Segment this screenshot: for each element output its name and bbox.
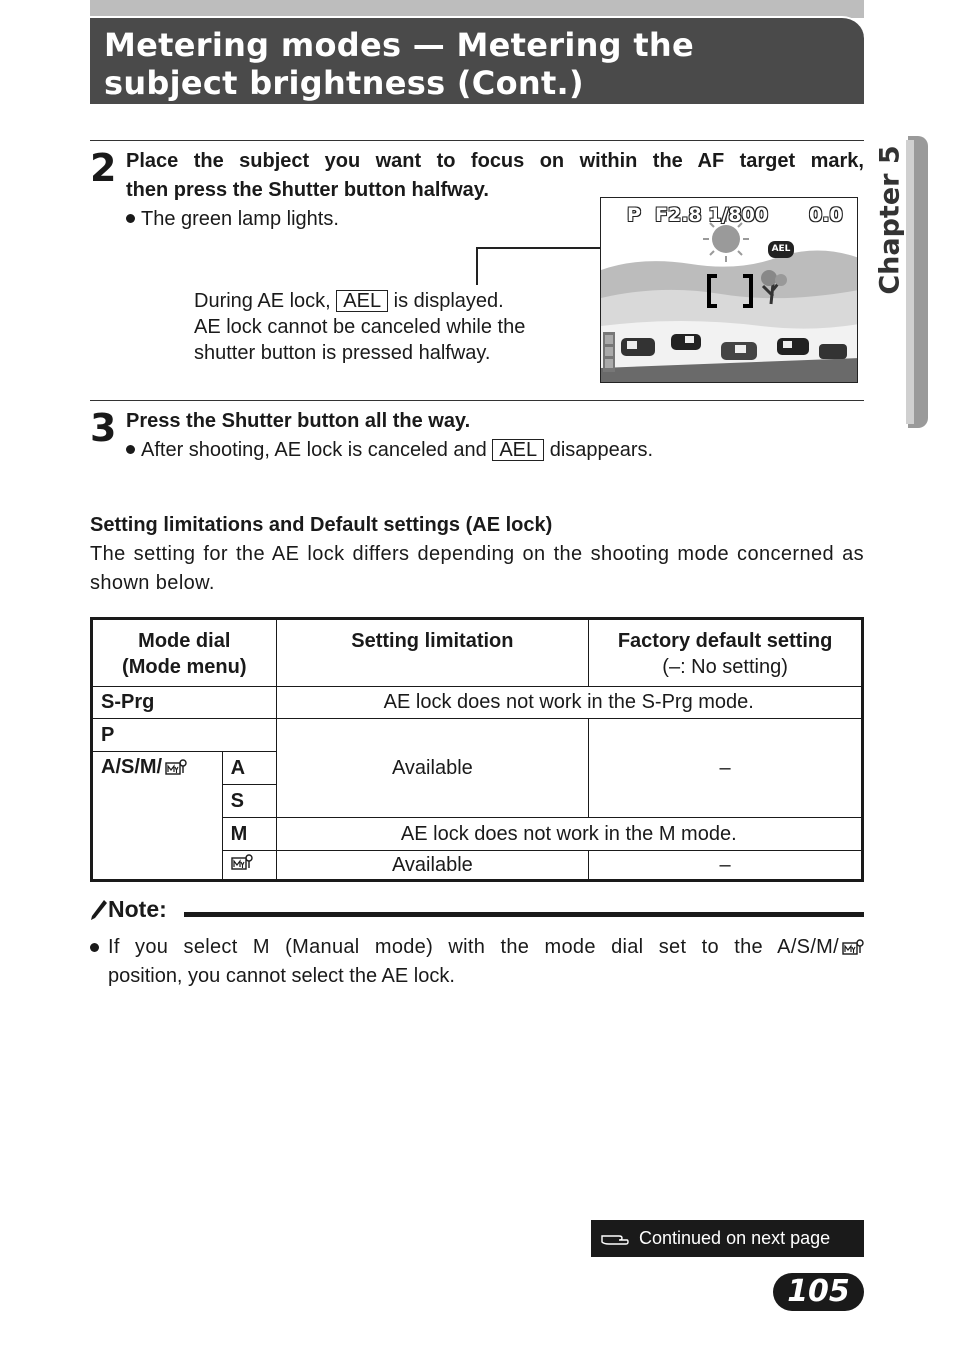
step-2-instruction-line1: Place the subject you want to focus on within the AF target mark,	[126, 150, 864, 172]
cell-sub-my	[222, 851, 276, 881]
lcd-exposure-comp: 0.0	[809, 204, 843, 226]
pencil-icon	[90, 899, 108, 921]
cell-sprg-limitation: AE lock does not work in the S-Prg mode.	[276, 687, 862, 719]
header-default-title: Factory default setting	[617, 630, 833, 652]
table-row	[92, 687, 863, 719]
header-default-sub: (–: No setting)	[662, 656, 788, 678]
note-label-text: Note:	[108, 896, 167, 922]
header-mode-dial	[92, 619, 277, 687]
cell-sub-m: M	[222, 818, 276, 851]
header-setting-limitation: Setting limitation	[276, 619, 589, 687]
ae-lock-limitations-table	[90, 617, 864, 882]
continued-text: Continued on next page	[639, 1228, 831, 1248]
table-header-row	[92, 619, 863, 687]
divider-top	[90, 140, 864, 141]
page-title	[104, 26, 694, 102]
ae-lock-callout	[194, 288, 594, 366]
page-title-line2: subject brightness (Cont.)	[104, 64, 584, 102]
my-mode-icon	[231, 853, 253, 871]
title-banner	[90, 16, 864, 104]
note-rule	[184, 912, 864, 917]
cell-sub-s: S	[222, 785, 276, 818]
continued-next-page-banner	[591, 1220, 864, 1257]
cell-available: Available	[276, 719, 589, 818]
header-factory-default	[589, 619, 863, 687]
pointing-hand-icon	[601, 1231, 629, 1247]
lcd-ael-badge: AEL	[771, 244, 791, 254]
note-body	[90, 933, 864, 991]
step-3-bullet	[126, 436, 653, 465]
bullet-dot	[126, 214, 135, 223]
cell-default-dash: –	[589, 719, 863, 818]
divider-middle	[90, 400, 864, 401]
chapter-label-text: Chapter 5	[874, 145, 906, 295]
ael-indicator-box: AEL	[336, 290, 388, 312]
cell-m-limitation: AE lock does not work in the M mode.	[276, 818, 862, 851]
callout-line1-pre: During AE lock,	[194, 290, 331, 312]
note-line1-text: If you select M (Manual mode) with the mode dial set to the A/S/M/	[108, 936, 839, 958]
callout-line1-post: is displayed.	[393, 290, 504, 312]
lcd-mode: P	[627, 204, 641, 226]
note-line2: position, you cannot select the AE lock.	[108, 965, 455, 987]
step-2-instruction-line2: then press the Shutter button halfway.	[126, 179, 489, 201]
step-3-instruction: Press the Shutter button all the way.	[126, 410, 471, 432]
lcd-monitor-illustration	[600, 197, 858, 383]
cell-mode-asm	[92, 752, 223, 881]
ael-indicator-box: AEL	[492, 439, 544, 461]
mode-asm-label: A/S/M/	[101, 756, 163, 778]
step-3-bullet-post: disappears.	[549, 439, 654, 461]
cell-sub-a: A	[222, 752, 276, 785]
bullet-dot	[90, 943, 99, 952]
header-mode-line2: (Mode menu)	[122, 656, 247, 678]
step-2-number: 2	[90, 146, 117, 190]
step-2-bullet-text: The green lamp lights.	[141, 208, 339, 230]
step-2-bullet	[126, 205, 339, 234]
step-3-bullet-pre: After shooting, AE lock is canceled and	[141, 439, 487, 461]
header-mode-line1: Mode dial	[138, 630, 231, 652]
bullet-dot	[126, 445, 135, 454]
my-mode-icon	[165, 758, 187, 776]
table-row	[92, 719, 863, 752]
section-body: The setting for the AE lock differs depending on the shooting mode concerned as shown below.	[90, 543, 864, 594]
my-mode-icon	[842, 938, 864, 956]
callout-line2: AE lock cannot be canceled while the	[194, 316, 526, 338]
chapter-label	[870, 140, 910, 300]
step-3-number: 3	[90, 406, 117, 450]
section-title: Setting limitations and Default settings (AE lock)	[90, 514, 553, 536]
cell-mode-sprg: S-Prg	[92, 687, 277, 719]
cell-my-available: Available	[276, 851, 589, 881]
callout-leader-vertical	[476, 247, 478, 285]
page-number: 105	[773, 1273, 864, 1311]
cell-my-dash: –	[589, 851, 863, 881]
lcd-aperture-shutter: F2.8 1/800	[655, 204, 769, 226]
page-title-line1: Metering modes — Metering the	[104, 26, 694, 64]
cell-mode-p: P	[92, 719, 277, 752]
note-line1	[108, 933, 864, 962]
note-heading	[90, 896, 167, 923]
callout-line1	[194, 288, 594, 314]
callout-line3: shutter button is pressed halfway.	[194, 342, 491, 364]
